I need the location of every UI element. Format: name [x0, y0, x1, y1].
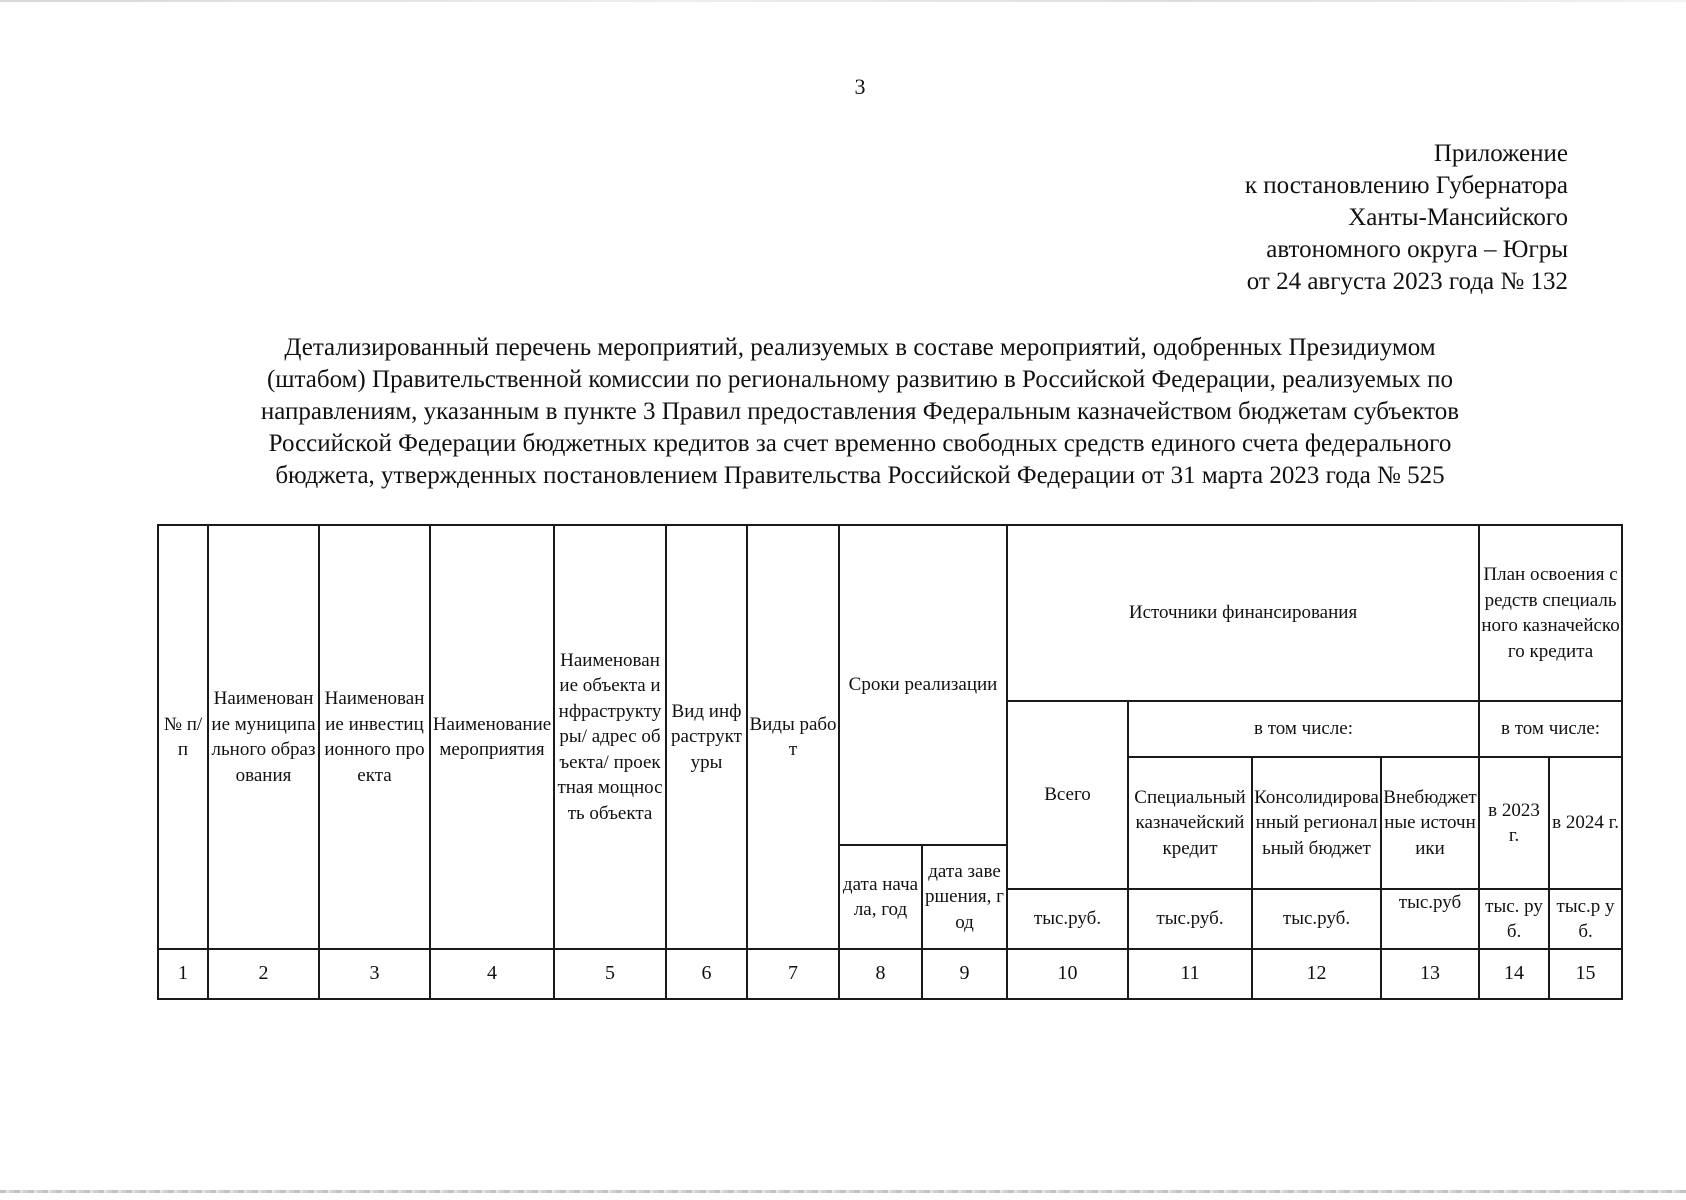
column-number: 10 [1007, 949, 1128, 999]
header-plan-including: в том числе: [1479, 701, 1622, 757]
column-number: 3 [319, 949, 430, 999]
header-municipality: Наименование муниципального образования [208, 525, 319, 949]
header-end-date: дата завершения, год [922, 845, 1007, 949]
appendix-line: Приложение [1433, 140, 1568, 167]
title-line: бюджета, утвержденных постановлением Правительства Российской Федерации от 31 марта 2023 года № 525 [275, 462, 1445, 489]
header-2024: в 2024 г. [1549, 757, 1622, 889]
appendix-line: от 24 августа 2023 года № 132 [1246, 268, 1568, 295]
column-number: 11 [1128, 949, 1252, 999]
page-number: 3 [854, 74, 866, 99]
title-line: направлениям, указанным в пункте 3 Правил предоставления Федеральным казначейством бюджетам субъектов [260, 398, 1460, 425]
header-no: № п/ п [158, 525, 208, 949]
unit-regional-budget: тыс.руб. [1252, 889, 1381, 949]
unit-treasury-credit: тыс.руб. [1128, 889, 1252, 949]
header-start-date: дата начала, год [839, 845, 922, 949]
column-number: 9 [922, 949, 1007, 999]
header-total: Всего [1007, 701, 1128, 889]
appendix-line: к постановлению Губернатора [1244, 172, 1568, 199]
column-number: 5 [554, 949, 666, 999]
header-investment-project: Наименование инвестиционного проекта [319, 525, 430, 949]
header-terms: Сроки реализации [839, 525, 1007, 845]
title-line: Детализированный перечень мероприятий, реализуемых в составе мероприятий, одобренных Президиумом [284, 334, 1436, 361]
header-infrastructure-type: Вид инфраструктуры [666, 525, 747, 949]
column-number: 8 [839, 949, 922, 999]
unit-2023: тыс. руб. [1479, 889, 1549, 949]
header-extrabudgetary: Внебюджетные источники [1381, 757, 1479, 889]
header-2023: в 2023 г. [1479, 757, 1549, 889]
header-financing-sources: Источники финансирования [1007, 525, 1479, 701]
header-treasury-credit: Специальный казначейский кредит [1128, 757, 1252, 889]
header-plan: План освоения средств специального казначейского кредита [1479, 525, 1622, 701]
events-table [157, 524, 1623, 1000]
scan-edge-bottom [0, 1190, 1686, 1193]
title-line: Российской Федерации бюджетных кредитов за счет временно свободных средств единого счета федерального [268, 430, 1452, 457]
scan-edge-top [0, 0, 1686, 2]
column-number: 6 [666, 949, 747, 999]
column-number: 1 [158, 949, 208, 999]
title-line: (штабом) Правительственной комиссии по региональному развитию в Российской Федерации, реализуемых по [266, 366, 1454, 393]
column-number: 15 [1549, 949, 1622, 999]
appendix-line: автономного округа – Югры [1266, 236, 1568, 263]
header-including: в том числе: [1128, 701, 1479, 757]
header-regional-budget: Консолидированный региональный бюджет [1252, 757, 1381, 889]
column-number: 4 [430, 949, 554, 999]
appendix-line: Ханты-Мансийского [1348, 204, 1568, 231]
column-number: 12 [1252, 949, 1381, 999]
column-number: 14 [1479, 949, 1549, 999]
document-title [150, 332, 1570, 492]
unit-total: тыс.руб. [1007, 889, 1128, 949]
column-number: 2 [208, 949, 319, 999]
header-object: Наименование объекта инфраструктуры/ адрес объекта/ проектная мощность объекта [554, 525, 666, 949]
column-number: 13 [1381, 949, 1479, 999]
header-works: Виды работ [747, 525, 839, 949]
column-number: 7 [747, 949, 839, 999]
unit-2024: тыс.р уб. [1549, 889, 1622, 949]
appendix-block [1245, 138, 1568, 298]
header-event: Наименование мероприятия [430, 525, 554, 949]
unit-extrabudgetary: тыс.руб [1381, 889, 1479, 949]
